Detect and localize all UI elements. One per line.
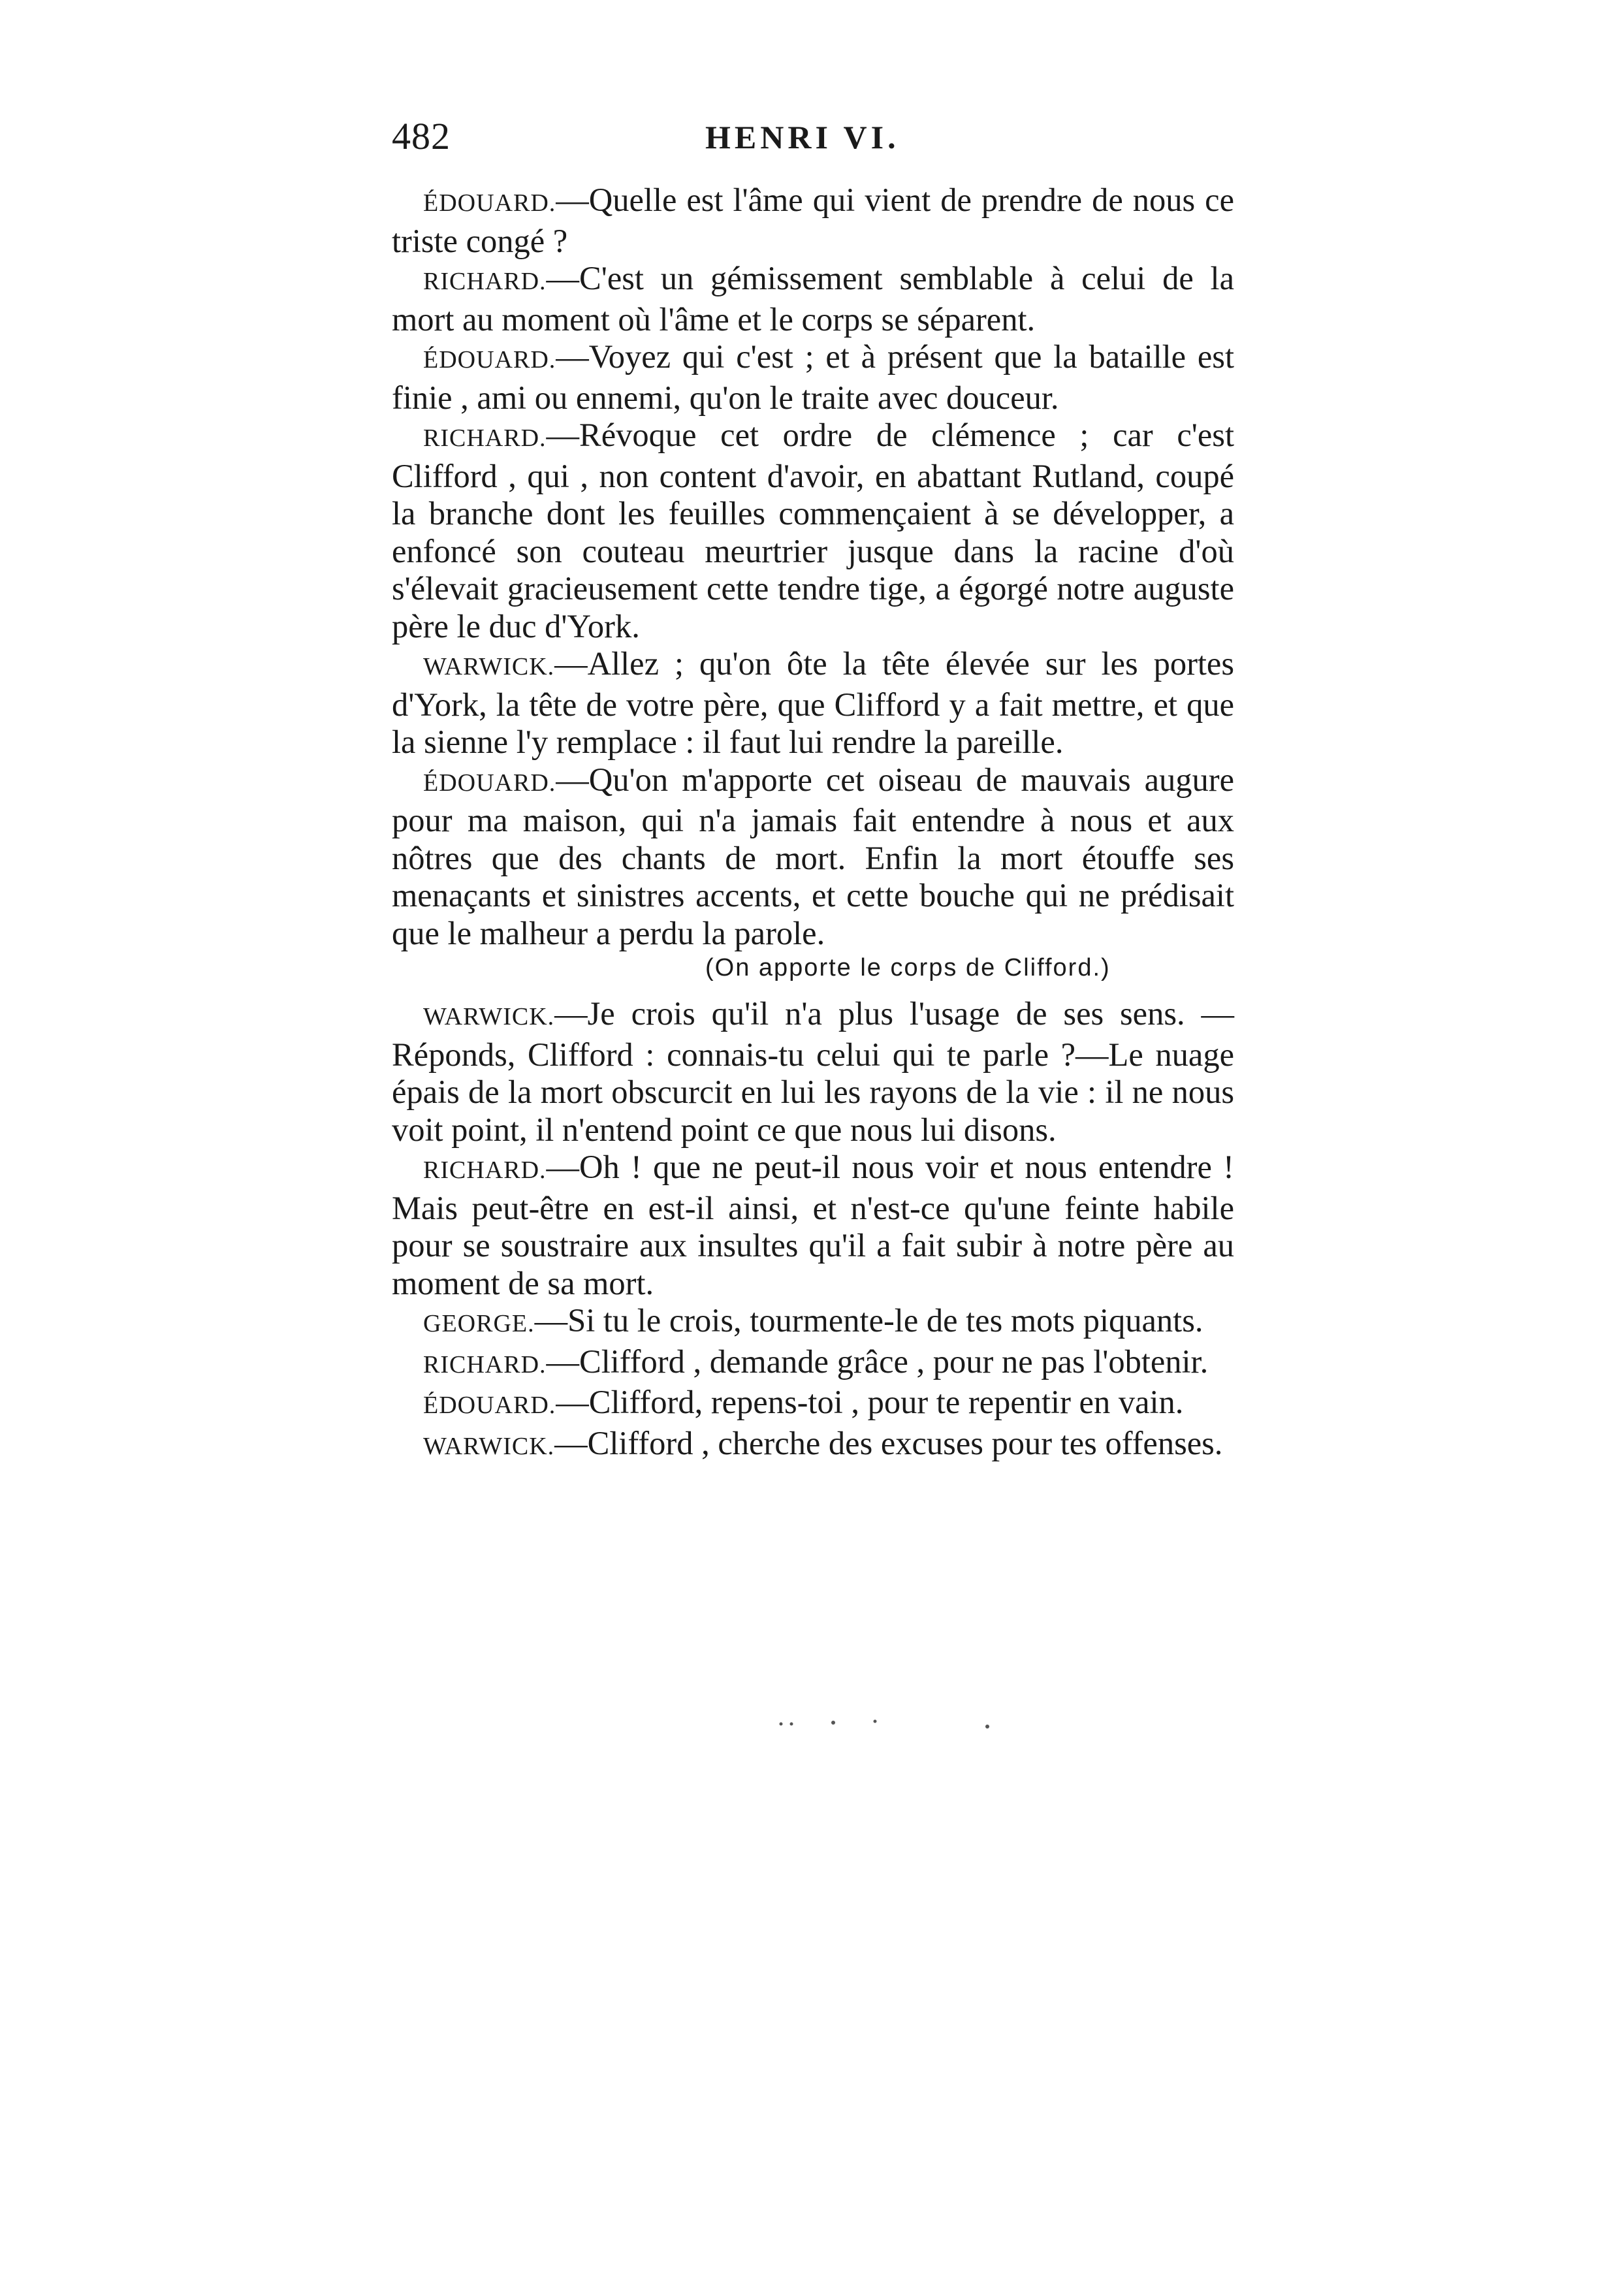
speech-text: Clifford , cherche des excuses pour tes offenses. [587,1424,1223,1461]
speck [985,1725,989,1728]
speck [790,1723,793,1726]
speaker-name: RICHARD. [423,268,547,295]
speech-text: Révoque cet ordre de clémence ; car c'est Clifford , qui , non content d'avoir, en abattant Rutland, coupé la branche dont les feuilles commençaient à se développer, a enfoncé son couteau meurtrier jusque dans la racine d'où s'élevait gracieusement cette tendre tige, a égorgé notre auguste père le duc d'York. [392,417,1234,645]
speech-text: Quelle est l'âme qui vient de prendre de nous ce triste congé ? [392,182,1234,259]
speech: RICHARD.—Clifford , demande grâce , pour ne pas l'obtenir. [423,1343,1209,1380]
speaker-name: ÉDOUARD. [423,769,556,797]
speech-text: Voyez qui c'est ; et à présent que la bataille est finie , ami ou ennemi, qu'on le traite avec douceur. [392,338,1234,416]
speech-text: Qu'on m'apporte cet oiseau de mauvais augure pour ma maison, qui n'a jamais fait entendre à nous et aux nôtres que des chants de mort. Enfin la mort étouffe ses menaçants et sinistres accents, et cette bouche qui ne prédisait que le malheur a perdu la parole. [392,761,1234,951]
speaker-name: GEORGE. [423,1310,535,1337]
page-header [392,114,1241,167]
dialogue-text [392,182,1234,1465]
page-number: 482 [392,115,451,157]
speech: RICHARD.—C'est un gémissement semblable à celui de la mort au moment où l'âme et le corps se séparent. [392,260,1234,338]
speech: WARWICK.—Clifford , cherche des excuses pour tes offenses. [423,1424,1223,1461]
speck [780,1723,783,1726]
speech-text: Oh ! que ne peut-il nous voir et nous entendre ! Mais peut-être en est-il ainsi, et n'est-ce qu'une feinte habile pour se soustraire aux insultes qu'il a fait subir à notre père au moment de sa mort. [392,1149,1234,1301]
speaker-name: ÉDOUARD. [423,189,556,217]
speech: GEORGE.—Si tu le crois, tourmente-le de tes mots piquants. [423,1302,1203,1339]
speaker-name: WARWICK. [423,653,555,680]
print-specks [777,1717,1012,1730]
speech: ÉDOUARD.—Quelle est l'âme qui vient de prendre de nous ce triste congé ? [392,182,1234,259]
speech-text: Je crois qu'il n'a plus l'usage de ses sens. —Réponds, Clifford : connais-tu celui qui te parle ?—Le nuage épais de la mort obscurcit en lui les rayons de la vie : il ne nous voit point, il n'entend point ce que nous lui disons. [392,995,1234,1148]
speaker-name: RICHARD. [423,1350,547,1378]
speaker-name: WARWICK. [423,1432,555,1460]
stage-direction: (On apporte le corps de Clifford.) [705,954,1111,981]
speech-text: Clifford, repens-toi , pour te repentir en vain. [588,1384,1184,1420]
speech: ÉDOUARD.—Voyez qui c'est ; et à présent que la bataille est finie , ami ou ennemi, qu'on le traite avec douceur. [392,338,1234,416]
speech: ÉDOUARD.—Qu'on m'apporte cet oiseau de mauvais augure pour ma maison, qui n'a jamais fait entendre à nous et aux nôtres que des chants de mort. Enfin la mort étouffe ses menaçants et sinistres accents, et cette bouche qui ne prédisait que le malheur a perdu la parole. [392,761,1234,951]
speech: WARWICK.—Je crois qu'il n'a plus l'usage de ses sens. —Réponds, Clifford : connais-tu celui qui te parle ?—Le nuage épais de la mort obscurcit en lui les rayons de la vie : il ne nous voit point, il n'entend point ce que nous lui disons. [392,995,1234,1148]
speck [874,1720,877,1723]
speaker-name: ÉDOUARD. [423,1392,556,1419]
speech: RICHARD.—Révoque cet ordre de clémence ; car c'est Clifford , qui , non content d'avoir, en abattant Rutland, coupé la branche dont les feuilles commençaient à se développer, a enfoncé son couteau meurtrier jusque dans la racine d'où s'élevait gracieusement cette tendre tige, a égorgé notre auguste père le duc d'York. [392,417,1234,645]
speech: ÉDOUARD.—Clifford, repens-toi , pour te repentir en vain. [423,1384,1184,1420]
speech-text: Allez ; qu'on ôte la tête élevée sur les portes d'York, la tête de votre père, que Clifford y a fait mettre, et que la sienne l'y remplace : il faut lui rendre la pareille. [392,645,1234,760]
running-title: HENRI VI. [705,119,900,155]
speech: WARWICK.—Allez ; qu'on ôte la tête élevée sur les portes d'York, la tête de votre père, que Clifford y a fait mettre, et que la sienne l'y remplace : il faut lui rendre la pareille. [392,645,1234,760]
speaker-name: RICHARD. [423,424,547,452]
speck [831,1721,835,1725]
speech-text: Clifford , demande grâce , pour ne pas l'obtenir. [579,1343,1209,1380]
speaker-name: RICHARD. [423,1156,547,1184]
speaker-name: WARWICK. [423,1003,555,1030]
speech: RICHARD.—Oh ! que ne peut-il nous voir et nous entendre ! Mais peut-être en est-il ainsi, et n'est-ce qu'une feinte habile pour se soustraire aux insultes qu'il a fait subir à notre père au moment de sa mort. [392,1149,1234,1301]
speech-text: C'est un gémissement semblable à celui de la mort au moment où l'âme et le corps se séparent. [392,260,1234,338]
speaker-name: ÉDOUARD. [423,346,556,374]
speech-text: Si tu le crois, tourmente-le de tes mots piquants. [567,1302,1203,1339]
